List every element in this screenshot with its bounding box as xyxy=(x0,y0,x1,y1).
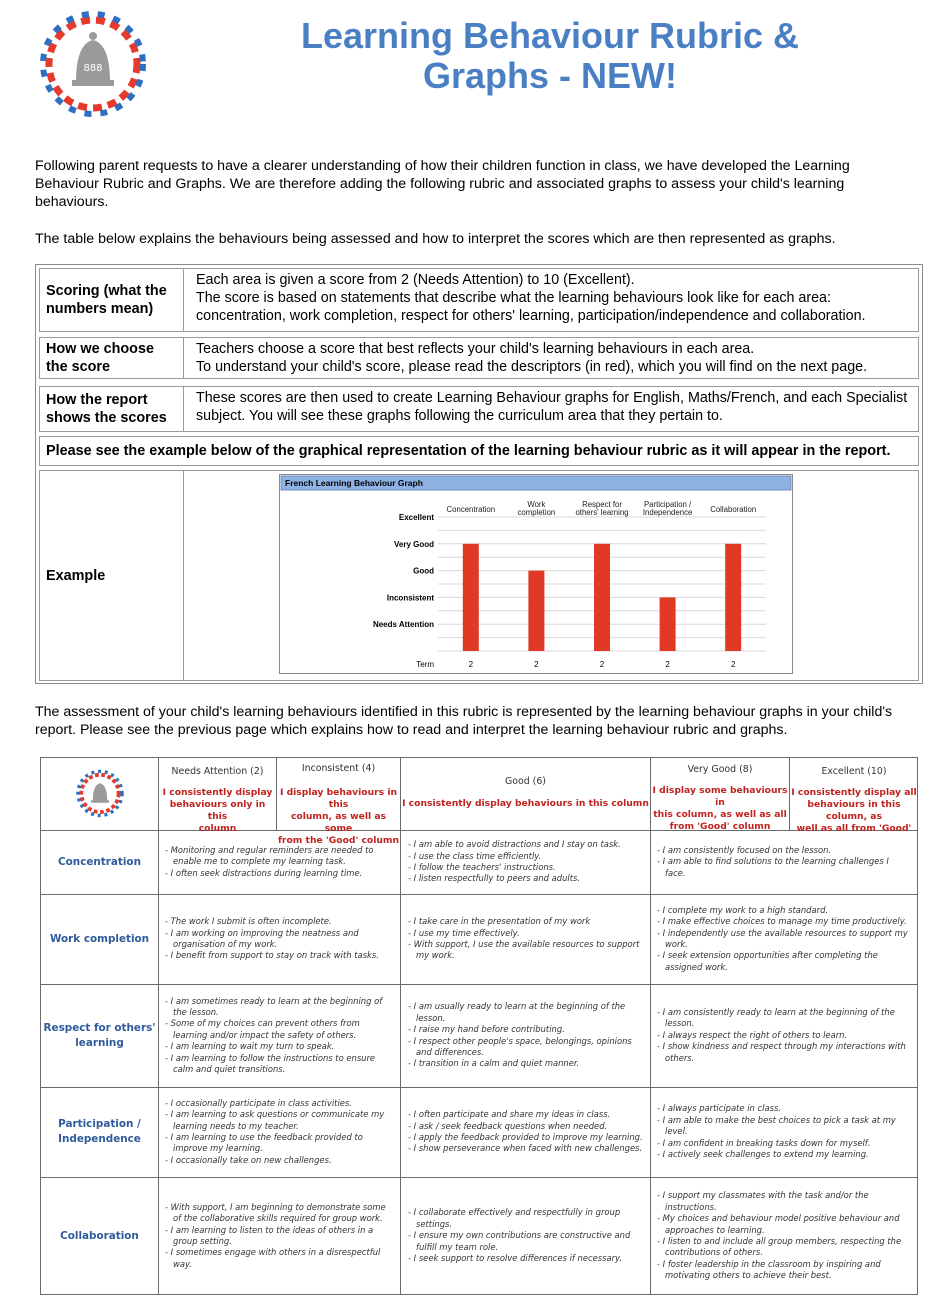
rubric-statement: - I seek support to resolve differences if necessary. xyxy=(408,1253,623,1264)
rubric-statement: - I show kindness and respect through my interactions with others. xyxy=(657,1041,906,1063)
row-label: How the report shows the scores xyxy=(40,387,184,431)
rubric-statement: - The work I submit is often incomplete. xyxy=(165,916,332,927)
rubric-statement: - I seek extension opportunities after completing the assigned work. xyxy=(657,950,878,972)
rubric-statement: - I am learning to wait my turn to speak. xyxy=(165,1041,335,1052)
rubric-statement: - I always respect the right of others to learn. xyxy=(657,1029,848,1040)
rubric-statement: - I always participate in class. xyxy=(657,1103,781,1114)
term-value: 2 xyxy=(599,660,605,669)
category-label: completion xyxy=(517,508,556,517)
category-label: Participation / xyxy=(643,500,692,509)
row-value: Each area is given a score from 2 (Needs Attention) to 10 (Excellent). The score is based on statements that describe what the learning behaviours look like for each area: concentration, work completion, respect for others' learning, participation/independence and collaboration. xyxy=(196,272,866,324)
rubric-statement: - My choices and behaviour model positive behaviour and approaches to learning. xyxy=(657,1213,900,1235)
row-value: These scores are then used to create Learning Behaviour graphs for English, Maths/French, and each Specialist subject. You will see these graphs following the curriculum area that they pertain to. xyxy=(196,390,908,424)
header-needs-attention: Needs Attention (2) I consistently display behaviours only in this column xyxy=(162,766,273,834)
header-excellent: Excellent (10) I consistently display all behaviours in this column, as well as all from 'Good' xyxy=(791,766,917,834)
rubric-cell-needs xyxy=(165,1178,395,1294)
rubric-statement: - I listen respectfully to peers and adults. xyxy=(408,873,581,884)
rubric-statement: - I often seek distractions during learning time. xyxy=(165,867,363,878)
y-level-label: Excellent xyxy=(398,513,434,522)
rubric-statement: - I make effective choices to manage my time productively. xyxy=(657,916,907,927)
rubric-cell-needs xyxy=(165,985,395,1086)
rubric-cell-good xyxy=(408,831,644,893)
svg-text:888: 888 xyxy=(83,63,103,74)
rubric-statement: - I support my classmates with the task and/or the instructions. xyxy=(657,1190,869,1212)
bell-icon xyxy=(93,783,107,801)
rubric-statement: - I am working on improving the neatness and organisation of my work. xyxy=(165,927,359,949)
page-title xyxy=(180,16,920,96)
rubric-statement: - I actively seek challenges to extend my learning. xyxy=(657,1149,869,1160)
table-note: Please see the example below of the graphical representation of the learning behaviour rubric as it will appear in the report. xyxy=(39,436,919,466)
rubric-row-label: Collaboration xyxy=(60,1229,139,1242)
rubric-statement: - I occasionally participate in class activities. xyxy=(165,1097,352,1108)
rubric-cell-excellent xyxy=(657,895,912,983)
intro-paragraph: Following parent requests to have a clearer understanding of how their children function in class, we have developed the Learning Behaviour Rubric and Graphs. We are therefore adding the following rubric and associated graphs to assess your child's learning behaviours. xyxy=(35,158,850,210)
rubric-cell-good xyxy=(408,1178,644,1294)
rubric-statement: - I use the class time efficiently. xyxy=(408,850,542,861)
rubric-statement: - I apply the feedback provided to improve my learning. xyxy=(408,1132,643,1142)
rubric-cell-excellent xyxy=(657,985,912,1086)
row-label: Scoring (what the numbers mean) xyxy=(40,269,184,331)
rubric-statement: - I foster leadership in the classroom by inspiring and motivating others to achieve their best. xyxy=(657,1258,881,1281)
term-value: 2 xyxy=(468,660,474,669)
rubric-table xyxy=(40,757,918,1295)
category-label: others' learning xyxy=(575,508,629,517)
rubric-statement: - I am learning to use the feedback provided to improve my learning. xyxy=(165,1132,363,1154)
rubric-statement: - I sometimes engage with others in a disrespectful way. xyxy=(165,1247,381,1269)
rubric-cell-excellent xyxy=(657,831,912,893)
header-inconsistent: Inconsistent (4) I display behaviours in this column, as well as some from the 'Good' column xyxy=(277,763,400,846)
rubric-cell-needs xyxy=(165,1088,395,1176)
rubric-statement: - I listen to and include all group members, respecting the contributions of others. xyxy=(657,1236,902,1258)
rubric-cell-needs xyxy=(165,831,395,893)
rubric-statement: - I am learning to listen to the ideas of others in a group setting. xyxy=(165,1224,374,1246)
chart-bar xyxy=(594,544,610,651)
rubric-statement: - I use my time effectively. xyxy=(408,927,520,938)
rubric-statement: - I show perseverance when faced with new challenges. xyxy=(408,1143,643,1154)
y-level-label: Inconsistent xyxy=(386,593,434,603)
rubric-statement: - With support, I use the available resources to support my work. xyxy=(408,939,640,961)
category-label: Respect for xyxy=(582,500,622,509)
rubric-statement: - Monitoring and regular reminders are needed to enable me to complete my learning task. xyxy=(165,844,374,867)
header-good: Good (6) I consistently display behaviours in this column xyxy=(402,776,649,809)
rubric-statement: - I raise my hand before contributing. xyxy=(408,1024,565,1035)
table-row-report xyxy=(39,386,919,432)
rubric-statement: - I ask / seek feedback questions when needed. xyxy=(408,1120,608,1131)
rubric-statement: - I am consistently ready to learn at the beginning of the lesson. xyxy=(657,1006,895,1029)
rubric-statement: - I am able to make the best choices to pick a task at my level. xyxy=(657,1114,896,1137)
rubric-cell-good xyxy=(408,895,644,983)
chart-svg xyxy=(280,475,792,673)
row-value: Teachers choose a score that best reflects your child's learning behaviours in each area. To understand your child's score, please read the descriptors (in red), which you will find on the next page. xyxy=(196,341,868,375)
school-logo xyxy=(34,4,152,122)
term-value: 2 xyxy=(665,660,670,669)
category-label: Collaboration xyxy=(710,505,757,514)
rubric-cell-good xyxy=(408,985,644,1086)
rubric-statement: - I take care in the presentation of my work xyxy=(408,916,591,927)
rubric-cell-excellent xyxy=(657,1178,912,1294)
term-value: 2 xyxy=(534,660,539,669)
rubric-statement: - I am usually ready to learn at the beginning of the lesson. xyxy=(408,1001,626,1023)
rubric-cell-needs xyxy=(165,895,395,983)
y-level-label: Needs Attention xyxy=(372,620,434,630)
rubric-statement: - With support, I am beginning to demonstrate some of the collaborative skills required for group work. xyxy=(165,1201,386,1224)
table-row-scoring xyxy=(39,268,919,332)
rubric-statement: - Some of my choices can prevent others from learning and/or impact the safety of others. xyxy=(165,1018,360,1040)
category-label: Work xyxy=(527,500,546,509)
rubric-statement: - I am able to avoid distractions and I stay on task. xyxy=(408,839,621,850)
chart-bar xyxy=(463,544,479,651)
rubric-statement: - I respect other people's space, belongings, opinions and differences. xyxy=(408,1035,632,1057)
chart-bar xyxy=(725,544,741,651)
rubric-statement: - I am confident in breaking tasks down for myself. xyxy=(657,1137,871,1148)
rubric-statement: - I am learning to ask questions or communicate my learning needs to my teacher. xyxy=(165,1109,385,1131)
rubric-statement: - I am sometimes ready to learn at the beginning of the lesson. xyxy=(165,995,383,1017)
rubric-statement: - I am consistently focused on the lesson. xyxy=(657,844,832,855)
rubric-statement: - I ensure my own contributions are constructive and fulfill my team role. xyxy=(408,1230,631,1252)
title-line-1: Learning Behaviour Rubric & xyxy=(300,15,800,56)
category-label: Concentration xyxy=(446,505,496,514)
row-label: How we choose the score xyxy=(40,338,184,378)
y-level-label: Good xyxy=(413,566,434,576)
header-very-good: Very Good (8) I display some behaviours in this column, as well as all from 'Good' column xyxy=(652,764,788,832)
rubric-cell-excellent xyxy=(657,1088,912,1176)
table-row-choose xyxy=(39,337,919,379)
rubric-logo xyxy=(75,766,125,820)
learning-behaviour-chart xyxy=(279,474,793,674)
chart-bar xyxy=(528,571,544,651)
rubric-statement: - I occasionally take on new challenges. xyxy=(165,1154,332,1165)
category-label: Independence xyxy=(642,508,693,517)
rubric-statement: - I follow the teachers' instructions. xyxy=(408,862,556,872)
rubric-statement: - I transition in a calm and quiet manner. xyxy=(408,1058,580,1069)
rubric-statement: - I collaborate effectively and respectfully in group settings. xyxy=(408,1207,621,1229)
rubric-row-label: Participation / Independence xyxy=(58,1118,141,1145)
title-line-2: Graphs - NEW! xyxy=(422,55,677,96)
rubric-statement: - I am learning to follow the instructions to ensure calm and quiet transitions. xyxy=(165,1052,376,1075)
rubric-row-label: Work completion xyxy=(49,932,150,945)
rubric-statement: - I often participate and share my ideas in class. xyxy=(408,1109,611,1120)
rubric-row-label: Concentration xyxy=(58,855,141,868)
bell-icon xyxy=(72,32,114,86)
row-label: Example xyxy=(40,471,184,680)
term-label: Term xyxy=(416,660,434,669)
y-level-label: Very Good xyxy=(393,539,434,549)
term-value: 2 xyxy=(730,660,736,669)
rubric-statement: - I independently use the available resources to support my work. xyxy=(657,927,908,949)
rubric-statement: - I am able to find solutions to the learning challenges I face. xyxy=(657,856,889,878)
rubric-statement: - I benefit from support to stay on track with tasks. xyxy=(165,950,379,961)
rubric-cell-good xyxy=(408,1088,644,1176)
chart-bar xyxy=(660,597,676,651)
chart-title: French Learning Behaviour Graph xyxy=(285,478,423,488)
rubric-statement: - I complete my work to a high standard. xyxy=(657,904,829,915)
rubric-row-label: Respect for others' learning xyxy=(43,1021,156,1049)
intro-paragraph-2: The table below explains the behaviours being assessed and how to interpret the scores which are then represented as graphs. xyxy=(35,231,836,247)
outro-paragraph: The assessment of your child's learning behaviours identified in this rubric is represented by the learning behaviour graphs in your child's report. Please see the previous page which explains how to read and interpret the learning behaviour rubric and graphs. xyxy=(35,704,893,738)
